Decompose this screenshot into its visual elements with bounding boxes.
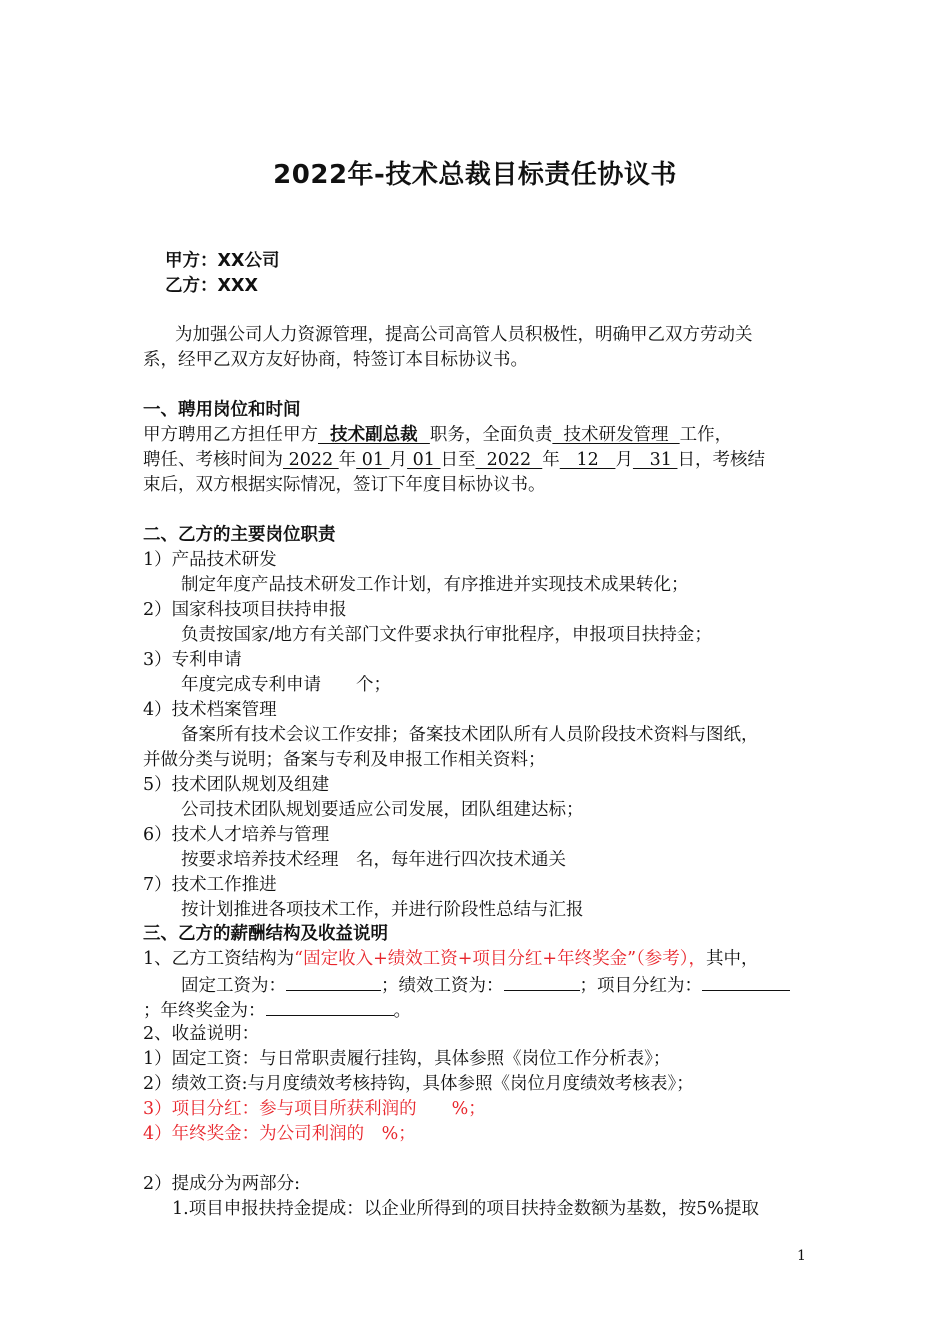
duty-item-title: 7）技术工作推进 xyxy=(143,875,277,895)
end-month-field: 12 xyxy=(559,450,616,470)
text: 日至 xyxy=(440,450,476,470)
party-a: 甲方：XX公司 xyxy=(165,251,280,271)
text: 年 xyxy=(338,450,357,470)
project-bonus-label: ；项目分红为： xyxy=(579,976,702,996)
project-bonus-blank[interactable] xyxy=(702,972,790,991)
duty-item-desc: 公司技术团队规划要适应公司发展，团队组建达标； xyxy=(181,800,584,820)
income-item: 2）绩效工资:与月度绩效考核持钩，具体参照《岗位月度绩效考核表》； xyxy=(143,1074,694,1094)
intro-line-1: 为加强公司人力资源管理，提高公司高管人员积极性，明确甲乙双方劳动关 xyxy=(175,325,753,345)
text: 其中， xyxy=(706,949,759,969)
duty-item-title: 1）产品技术研发 xyxy=(143,550,277,570)
income-item: 1）固定工资：与日常职责履行挂钩，具体参照《岗位工作分析表》； xyxy=(143,1049,671,1069)
commission-heading: 2）提成分为两部分: xyxy=(143,1174,301,1194)
party-b: 乙方：XXX xyxy=(165,276,258,296)
year-end-bonus-label: ；年终奖金为： xyxy=(143,1001,266,1021)
duty-item-desc: 制定年度产品技术研发工作计划，有序推进并实现技术成果转化； xyxy=(181,575,689,595)
duty-item-desc: 负责按国家/地方有关部门文件要求执行审批程序，申报项目扶持金； xyxy=(181,625,712,645)
section1-heading: 一、聘用岗位和时间 xyxy=(143,400,301,420)
duty-item-title: 5）技术团队规划及组建 xyxy=(143,775,330,795)
page-title: 2022年-技术总裁目标责任协议书 xyxy=(273,160,677,190)
fixed-salary-label: 固定工资为： xyxy=(181,976,286,996)
text: 1、乙方工资结构为 xyxy=(143,949,295,969)
salary-fields-line xyxy=(181,972,790,999)
start-year-field: 2022 xyxy=(283,450,339,470)
year-end-bonus-blank[interactable] xyxy=(266,997,394,1016)
duty-item-desc: 按计划推进各项技术工作，并进行阶段性总结与汇报 xyxy=(181,900,584,920)
duty-field: 技术研发管理 xyxy=(552,425,680,445)
end-year-field: 2022 xyxy=(475,450,543,470)
text: 年 xyxy=(542,450,560,470)
start-month-field: 01 xyxy=(356,450,390,470)
duty-item-title: 3）专利申请 xyxy=(143,650,242,670)
text: 月 xyxy=(615,450,633,470)
year-end-bonus-line xyxy=(143,997,411,1024)
performance-salary-label: ；绩效工资为： xyxy=(381,976,504,996)
duty-item-desc-continued: 并做分类与说明；备案与专利及申报工作相关资料； xyxy=(143,750,546,770)
section2-heading: 二、乙方的主要岗位职责 xyxy=(143,525,336,545)
text: 聘任、考核时间为 xyxy=(143,450,283,470)
section1-line-2 xyxy=(143,448,765,473)
section1-line-1 xyxy=(143,423,732,448)
section3-heading: 三、乙方的薪酬结构及收益说明 xyxy=(143,924,388,944)
duty-item-title: 6）技术人才培养与管理 xyxy=(143,825,330,845)
performance-salary-blank[interactable] xyxy=(504,972,580,991)
text: 职务，全面负责 xyxy=(429,425,553,445)
duty-item-title: 2）国家科技项目扶持申报 xyxy=(143,600,347,620)
text: 。 xyxy=(393,1001,411,1021)
page-number: 1 xyxy=(797,1248,806,1264)
start-day-field: 01 xyxy=(407,450,441,470)
section1-line-3: 束后，双方根据实际情况，签订下年度目标协议书。 xyxy=(143,475,546,495)
duty-item-desc: 按要求培养技术经理 名，每年进行四次技术通关 xyxy=(181,850,566,870)
duty-item-title: 4）技术档案管理 xyxy=(143,700,277,720)
text: 工作， xyxy=(679,425,733,445)
intro-line-2: 系，经甲乙双方友好协商，特签订本目标协议书。 xyxy=(143,350,528,370)
income-heading: 2、收益说明： xyxy=(143,1024,260,1044)
text: 甲方聘用乙方担任甲方 xyxy=(143,425,318,445)
salary-structure-line xyxy=(143,947,759,972)
text: 日，考核结 xyxy=(677,450,765,470)
income-item: 4）年终奖金：为公司利润的 %； xyxy=(143,1124,416,1144)
fixed-salary-blank[interactable] xyxy=(286,972,381,991)
position-field: 技术副总裁 xyxy=(318,425,430,445)
salary-structure-highlight: “固定收入+绩效工资+项目分红+年终奖金”（参考）， xyxy=(294,949,707,969)
end-day-field: 31 xyxy=(632,450,678,470)
income-item: 3）项目分红：参与项目所获利润的 %； xyxy=(143,1099,486,1119)
commission-item: 1.项目申报扶持金提成：以企业所得到的项目扶持金数额为基数，按5%提取 xyxy=(172,1199,759,1219)
text: 月 xyxy=(389,450,408,470)
duty-item-desc: 备案所有技术会议工作安排；备案技术团队所有人员阶段技术资料与图纸， xyxy=(181,725,759,745)
duty-item-desc: 年度完成专利申请 个； xyxy=(181,675,391,695)
